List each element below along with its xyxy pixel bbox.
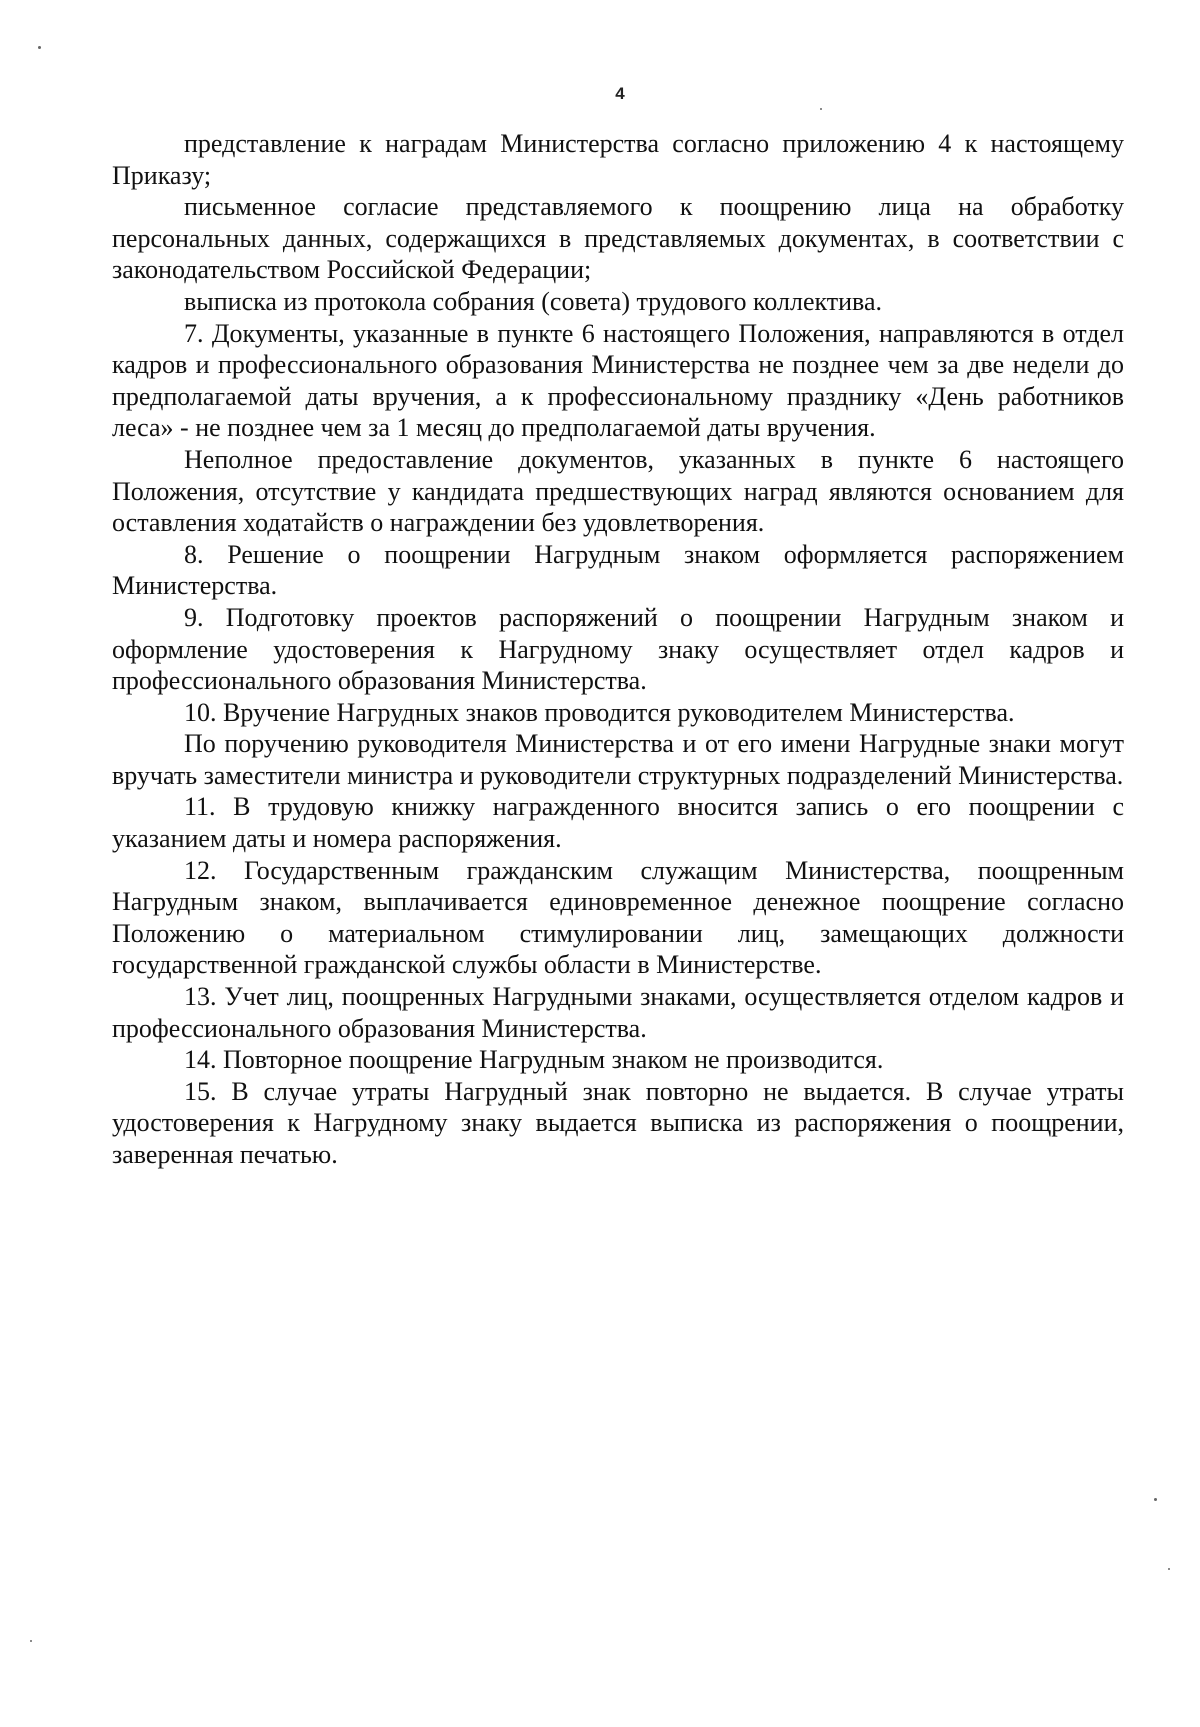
paragraph-item-15: 15. В случае утраты Нагрудный знак повторно не выдается. В случае утраты удостоверения к Нагрудному знаку выдается выписка из распоряжения о поощрении, заверенная печатью. (112, 1076, 1124, 1169)
scan-speck (30, 1640, 32, 1642)
paragraph-item-11: 11. В трудовую книжку награжденного вносится запись о его поощрении с указанием даты и номера распоряжения. (112, 792, 1124, 854)
paragraph-meeting-minutes: выписка из протокола собрания (совета) трудового коллектива. (184, 286, 883, 316)
scan-speck (820, 108, 822, 110)
paragraph-item-12: 12. Государственным гражданским служащим Министерства, поощренным Нагрудным знаком, выплачивается единовременное денежное поощрение согласно Положению о материальном стимулировании лиц, замещающих должности государственной гражданской службы области в Министерстве. (112, 855, 1124, 980)
paragraph-item-7: 7. Документы, указанные в пункте 6 настоящего Положения, направляются в отдел кадров и профессионального образования Министерства не позднее чем за две недели до предполагаемой даты вручения, а к профессиональному празднику «День работников леса» - не позднее чем за 1 месяц до предполагаемой даты вручения. (112, 318, 1124, 443)
scan-speck (1168, 1568, 1170, 1570)
paragraph-item-9: 9. Подготовку проектов распоряжений о поощрении Нагрудным знаком и оформление удостоверения к Нагрудному знаку осуществляет отдел кадров и профессионального образования Министерства. (112, 602, 1124, 696)
page-number: 4 (615, 84, 625, 103)
scan-speck (1154, 1498, 1157, 1501)
paragraph-item-13: 13. Учет лиц, поощренных Нагрудными знаками, осуществляется отделом кадров и профессионального образования Министерства. (112, 982, 1124, 1043)
paragraph-incomplete-documents: Неполное предоставление документов, указанных в пункте 6 настоящего Положения, отсутствие у кандидата предшествующих наград являются основанием для оставления ходатайств о награждении без удовлетворения. (112, 444, 1124, 538)
paragraph-award-submission: представление к наградам Министерства согласно приложению 4 к настоящему Приказу; (112, 129, 1124, 190)
paragraph-personal-data-consent: письменное согласие представляемого к поощрению лица на обработку персональных данных, содержащихся в представляемых документах, в соответствии с законодательством Российской Федерации; (112, 192, 1124, 285)
paragraph-delegated-presentation: По поручению руководителя Министерства и от его имени Нагрудные знаки могут вручать заместители министра и руководители структурных подразделений Министерства. (112, 729, 1124, 790)
paragraph-item-10: 10. Вручение Нагрудных знаков проводится руководителем Министерства. (184, 697, 1015, 727)
document-body (112, 128, 1124, 1171)
paragraph-item-8: 8. Решение о поощрении Нагрудным знаком оформляется распоряжением Министерства. (112, 539, 1124, 601)
scan-speck (38, 46, 41, 49)
paragraph-item-14: 14. Повторное поощрение Нагрудным знаком не производится. (184, 1045, 884, 1075)
